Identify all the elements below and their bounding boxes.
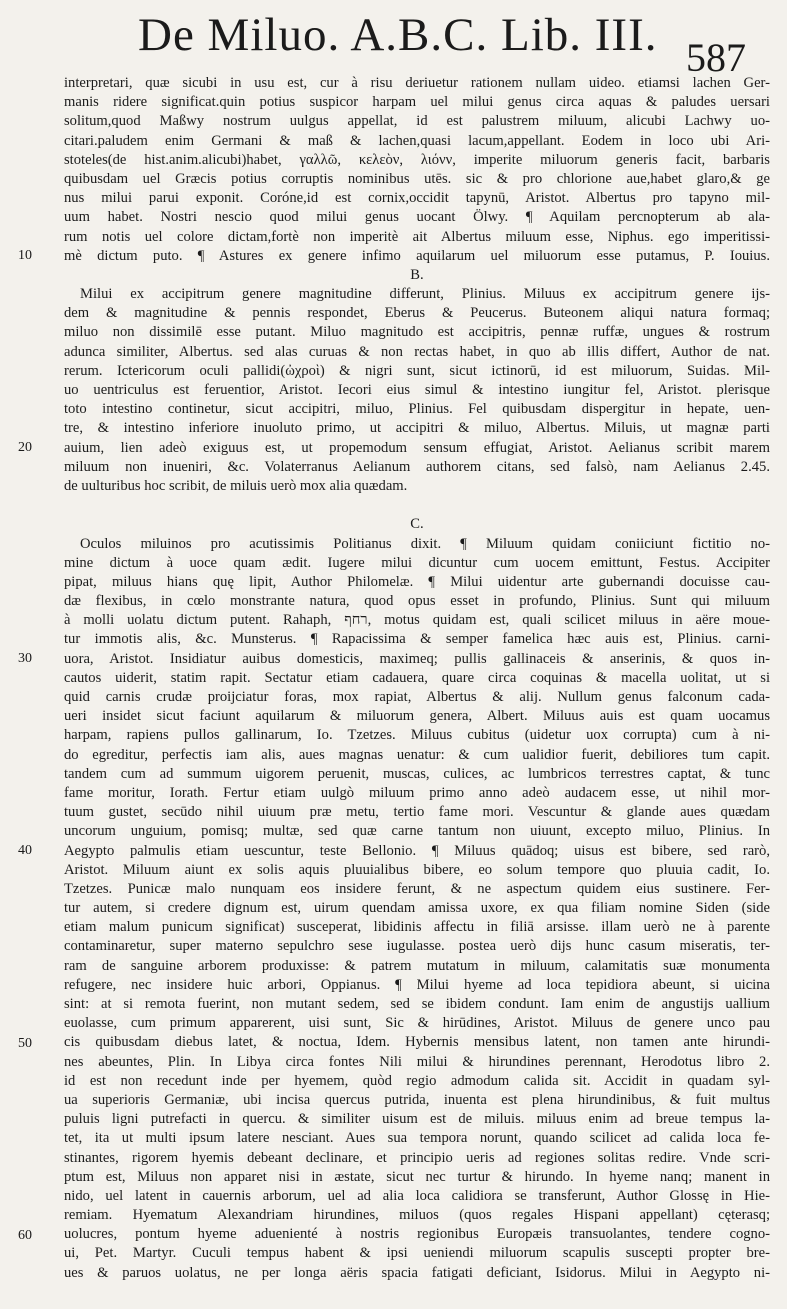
text-line	[64, 1283, 770, 1302]
text-line: auium, lien adeò exiguus est, ut propemodum sensum effugiat, Aristot. Aelianus scribit marem	[64, 439, 770, 456]
text-line: Oculos miluinos pro acutissimis Politianus dixit. ¶ Miluum quidam coniiciunt fictitio no-	[80, 535, 770, 552]
text-line: Aristot. Miluum aiunt ex solis aquis pluuialibus bibere, eo solum tempore quo pluuia cadit, Io.	[64, 861, 770, 878]
text-line: uum habet. Nostri nescio quod milui genus uocant Ölwy. ¶ Aquilam percnopterum ab ala-	[64, 209, 770, 226]
text-line: Aegypto palmulis etiam uescuntur, teste Bellonio. ¶ Miluus quādoq; uisus est bibere, sed rarò,	[64, 842, 770, 859]
text-line: id est non recedunt inde per hyemem, quòd regio admodum calida sit. Accidit in quadam syl-	[64, 1072, 770, 1089]
text-line: mè dictum puto. ¶ Astures ex genere infimo aquilarum uel miluorum esse putamus, P. Iouius.	[64, 247, 770, 264]
text-line: nes abeuntes, Plin. In Libya circa fontes Nili milui & hirundines perennant, Herodotus libro 2.	[64, 1053, 770, 1070]
text-line: mine dictum à uoce quam ædit. Iugere milui dicuntur cum uocem emittunt, Festus. Accipiter	[64, 554, 770, 571]
text-line: sint: at si remota fuerint, non mutant sedem, sed se ibidem condunt. Iam enim de angustijs uallium	[64, 996, 770, 1012]
text-line: ui, Pet. Martyr. Cuculi tempus habent & ipsi ueniendi miluorum scapulis suscepti propter bre-	[64, 1245, 770, 1262]
text-line: nus milui parui exponit. Coróne,id est cornix,occidit tapynū, Aristot. Albertus pro tapyno mil-	[64, 190, 770, 207]
text-line: etiam malum punicum significat) susceperat, libidinis affectu in filiā arsisse. illam uerò ne à parente	[64, 919, 770, 936]
text-line: tandem cum ad summum uigorem peruenit, muscas, culices, ac lumbricos terrestres captat, & tunc	[64, 765, 770, 782]
text-line: cis quibusdam diebus latet, & noctua, Idem. Hybernis mensibus latent, non tamen ante hirundi-	[64, 1034, 770, 1051]
text-line: contaminaretur, super materno sepulchro sese iugulasse. postea uerò dijs hunc casum miseratis, ter-	[64, 938, 770, 955]
text-line: tur immotis alis, &c. Munsterus. ¶ Rapacissima & semper famelica hæc auis est, Plinius. carni-	[64, 631, 770, 648]
text-line: puluis ligni putrefacti in quercu. & similiter uisum est de miluis. miluus enim ad breue tempus la-	[64, 1111, 770, 1128]
page-header	[0, 4, 787, 80]
text-line: tur autem, si credere dignum est, uirum quendam amissa uxore, ex qua filiam nomine Siden (side	[64, 900, 770, 917]
section-heading-b: B.	[410, 266, 424, 283]
text-line: fame moritur, Iorath. Fertur etiam uulgò miluum primo anno adeò audacem esse, ut nihil mor-	[64, 784, 770, 801]
text-line: de uulturibus hoc scribit, de miluis uerò mox alia quædam.	[64, 477, 408, 494]
line-number-50: 50	[18, 1036, 32, 1051]
body-text	[64, 74, 770, 1302]
line-number-60: 60	[18, 1228, 32, 1243]
text-line: rerum. Ictericorum oculi pallidi(ὠχροὶ) & nigri sunt, sicut ictinorū, id est miluorum, Suidas. Mil-	[64, 362, 770, 379]
text-line: tre, & intestino inferiore inuoluto primo, ut accipitri & miluo, Albertus. Miluis, ut magnæ parti	[64, 420, 770, 437]
text-line: tet, ita ut multi ipsum latere nesciant. Aues sua tempora norunt, quando scilicet ad calida loca fe-	[64, 1130, 770, 1147]
text-line: uncorum unguium, pomisq; multæ, sed quæ carne tantum non uiuunt, excepto miluo, Plinius. In	[64, 823, 770, 840]
text-line: manis ridere significat.quin potius suspicor harpam uel milui genus circa aquas & paludes uersari	[64, 94, 770, 111]
text-line: ueri insidet sicut faciunt aquilarum & miluorum genera, Albert. Miluus auis est quam uocamus	[64, 708, 770, 725]
text-line: adunca similiter, Albertus. sed alas curuas & non rectas habet, in quo ab illis differt, Author de nat.	[64, 343, 770, 360]
text-line: harpam, rapiens pullos gallinarum, Io. Tzetzes. Miluus cubitus (uidetur uox corrupta) cum à ni-	[64, 727, 770, 744]
text-line: stoteles(de hist.anim.alicubi)habet, γαλλῶ, κελεὸν, λιόνν, imperite miluorum generis facit, barbaris	[64, 151, 770, 168]
text-line: Tzetzes. Punicæ malo nunquam eos insidere ferunt, & ne aspectum quidem eius sustinere. Fer-	[64, 880, 770, 897]
text-line: nido, uel latent in cauernis arborum, uel ad alia loca calidiora se transferunt, Author Glossę in Hie-	[64, 1187, 770, 1204]
text-line: stinantes, rigorem hyemis debeant declinare, et principio ueris ad regiones solitas redire. Vnde scri-	[64, 1149, 770, 1166]
running-title: De Miluo. A.B.C. Lib. III.	[138, 9, 658, 61]
text-line: quid carnis crudæ proijciatur foras, mox rapiat, Albertus & alij. Nullum genus falconum cada-	[64, 689, 770, 705]
text-line: uo uentriculus est feruentior, Aristot. Iecori eius simul & intestino iungitur fel, Aristot. plerisque	[64, 382, 770, 398]
text-line: ues & paruos uolatus, ne per longa aëris spacia fatigati deficiant, Isidorus. Milui in Aegypto ni-	[64, 1264, 770, 1281]
text-line: toto intestino continetur, sicut accipitri, miluo, Plinius. Fel quibusdam dispergitur in hepate, uen-	[64, 401, 770, 418]
text-line: pipat, miluus hians quę lipit, Author Philomelæ. ¶ Milui uidentur arte gubernandi docuisse cau-	[64, 573, 770, 590]
line-number-20: 20	[18, 440, 32, 455]
text-line: dæ flexibus, in cœlo monstrante natura, quod opus esset in profundo, Plinius. Sunt qui miluum	[64, 593, 770, 610]
text-line: ua superioris Germaniæ, ubi incisa quercus putrida, inuenta est plena hirundinibus, & fuit multus	[64, 1091, 770, 1108]
text-line: dem & magnitudine & pennis respondet, Eberus & Peucerus. Buteonem aliqui natura formaq;	[64, 305, 770, 322]
text-line: solitum,quod Maßwy nostrum uulgus appellat, id est palustrem miluum, alicubi Lachwy uo-	[64, 113, 770, 130]
text-line: miluum non inueniri, &c. Volaterranus Aelianum authorem citans, sed falsò, nam Aelianus 2.45.	[64, 458, 770, 475]
paragraph-gap	[64, 496, 770, 515]
text-line: refugere, nec insidere huic arbori, Oppianus. ¶ Milui hyeme ad loca tepidiora abeunt, si uicina	[64, 976, 770, 993]
text-line: interpretari, quæ sicubi in usu est, cur à risu deriuetur rationem nullam uideo. etiamsi lachen Ger-	[64, 75, 770, 91]
text-line: euolasse, cum primum apparerent, uisi sunt, Sic & hirūdines, Aristot. Miluus de genere unco pau	[64, 1015, 770, 1032]
line-number-10: 10	[18, 248, 32, 263]
line-number-30: 30	[18, 651, 32, 666]
text-line: uolucres, pontum hyeme aduenienté à nostris regionibus Europæis transuolantes, tendere cogno-	[64, 1226, 770, 1243]
text-line: cautos uiderit, statim rapit. Sectatur etiam cadauera, quare circa coquinas & macella uolitat, ut si	[64, 669, 770, 686]
text-line: Milui ex accipitrum genere magnitudine differunt, Plinius. Miluus ex accipitrum genere ijs-	[80, 286, 770, 303]
text-line: do egreditur, perfectis iam alis, aues magnas uenatur: & cum ualidior fuerit, debiliores tum capit.	[64, 746, 770, 763]
line-number-40: 40	[18, 843, 32, 858]
text-line: ram de sanguine arborem produxisse: & patrem mutatum in miluum, calamitatis suæ monumenta	[64, 957, 770, 974]
text-line: rum notis uel colore dictam,fortè non imperitè ait Albertus miluum esse, Niphus. ego imperitissi-	[64, 228, 770, 245]
text-line: quibusdam uel Græcis potius corruptis nominibus utēs. sic & pro chlorione aue,habet glaro,& ge	[64, 170, 770, 187]
section-heading-c: C.	[410, 516, 424, 533]
text-line: citari.paludem enim Germani & maß & lachen,quasi lacum,appellant. Eodem in loco ubi Ari-	[64, 132, 770, 149]
text-line: ptum est, Miluus non apparet nisi in æstate, sicut nec turtur & hirundo. In hyeme nanq; manent in	[64, 1168, 770, 1185]
text-line: remiam. Hyematum Alexandriam hirundines, miluos (quos regales Hispani appellant) cęterasq;	[64, 1207, 770, 1224]
text-line: à molli uolatu dictum putent. Rahaph, רחף, motus quidam est, quali scilicet miluus in aëre moue-	[64, 612, 770, 629]
text-line: miluo non dissimilē esse putant. Miluo magnitudo est accipitris, pennæ ruffæ, ungues & rostrum	[64, 324, 770, 341]
page-number: 587	[686, 35, 746, 80]
text-line: uora, Aristot. Insidiatur auibus domesticis, maximeq; pullis gallinaceis & anserinis, & quos in-	[64, 650, 770, 667]
text-line: tuum gustet, secūdo nihil uiuum præ metu, tertio fame mori. Vescuntur & glande aues quædam	[64, 804, 770, 821]
